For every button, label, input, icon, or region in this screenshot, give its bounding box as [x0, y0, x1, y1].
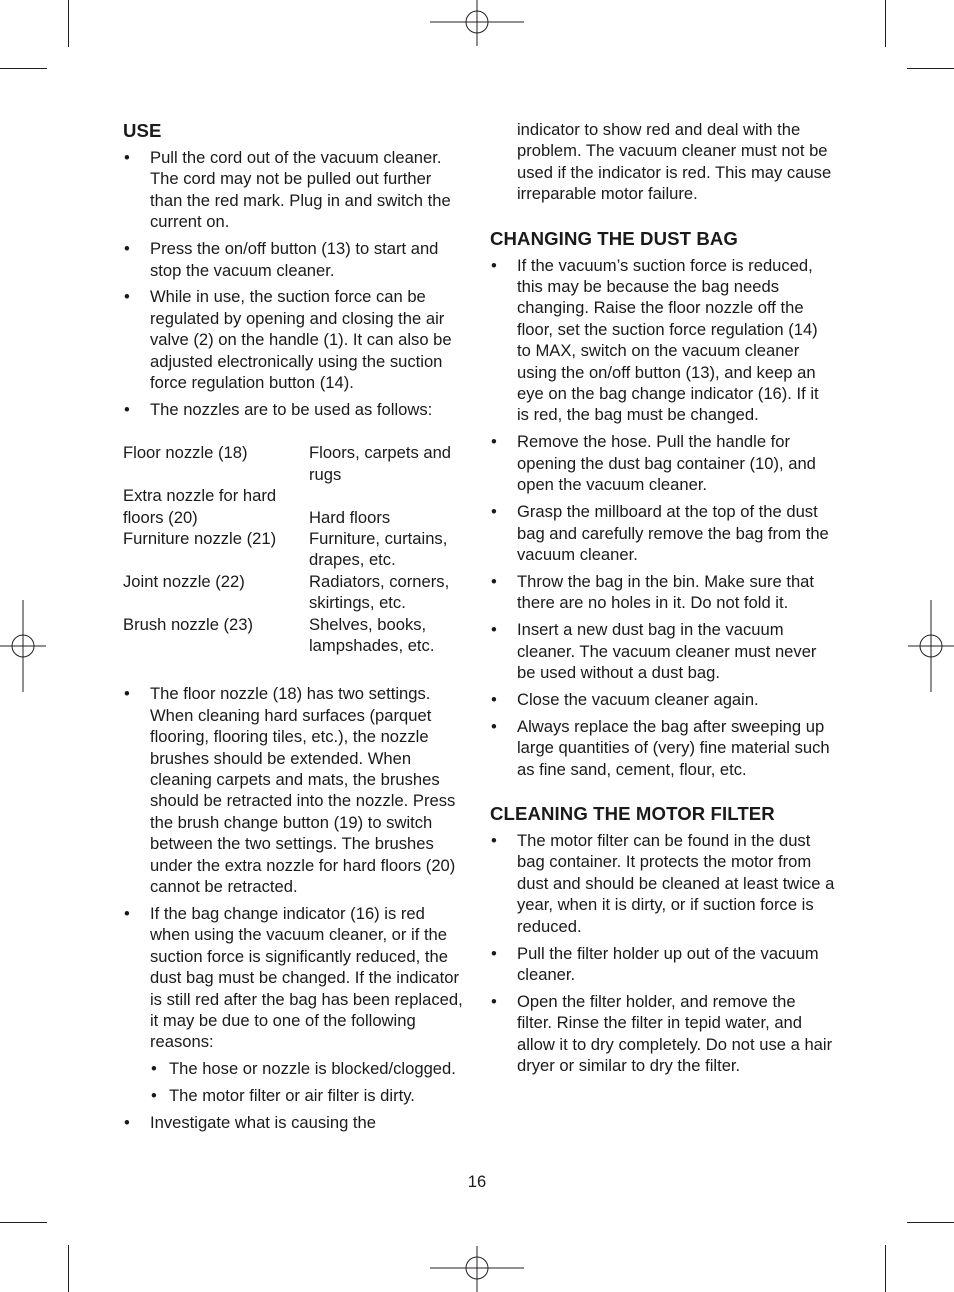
sub-list-item: • The motor filter or air filter is dirty. [150, 1085, 468, 1106]
nozzle-use: Radiators, corners, skirtings, etc. [309, 571, 450, 613]
crop-mark [907, 68, 954, 69]
table-row [123, 571, 468, 614]
list-item: • If the vacuum’s suction force is reduced, this may be because the bag needs changing. Raise the floor nozzle off the floor, set the suction force regulation (14) to MAX, switch on the vacuum cleaner using the on/off button (13), and keep an eye on the bag change indicator (16). If it is red, the bag must be changed. [490, 255, 835, 426]
table-row [123, 614, 468, 657]
list-item: • While in use, the suction force can be regulated by opening and closing the air valve (2) on the handle (1). It can also be adjusted electronically using the suction force regulation button (14). [123, 286, 468, 393]
nozzle-use: Shelves, books, lampshades, etc. [309, 614, 435, 656]
crop-mark [68, 1245, 69, 1292]
list-item: • Investigate what is causing the [123, 1112, 468, 1133]
registration-mark-left [0, 600, 46, 692]
list-item: • Open the filter holder, and remove the filter. Rinse the filter in tepid water, and allow it to dry completely. Do not use a hair dryer or similar to dry the filter. [490, 991, 835, 1077]
list-item: • The nozzles are to be used as follows: [123, 399, 468, 420]
list-item: • Remove the hose. Pull the handle for opening the dust bag container (10), and open the vacuum cleaner. [490, 431, 835, 495]
section-heading-dust-bag: CHANGING THE DUST BAG [490, 227, 738, 249]
list-item: • Press the on/off button (13) to start and stop the vacuum cleaner. [123, 238, 468, 281]
list-item: • Pull the cord out of the vacuum cleaner. The cord may not be pulled out further than the red mark. Plug in and switch the current on. [123, 147, 468, 233]
nozzle-name: Floor nozzle (18) [123, 443, 248, 463]
nozzle-name: Extra nozzle for hard floors (20) [123, 486, 277, 527]
nozzle-name: Brush nozzle (23) [123, 614, 254, 634]
continued-paragraph: indicator to show red and deal with the problem. The vacuum cleaner must not be used if the indicator is red. This may cause irreparable motor failure. [517, 120, 832, 204]
left-column [123, 119, 468, 1139]
nozzle-use: Furniture, curtains, drapes, etc. [309, 529, 448, 570]
nozzle-table [123, 442, 468, 656]
list-item: • Always replace the bag after sweeping up large quantities of (very) fine material such as fine sand, cement, flour, etc. [490, 716, 835, 780]
table-row [123, 485, 468, 528]
crop-mark [68, 0, 69, 47]
table-row [123, 442, 468, 485]
crop-mark [885, 0, 886, 47]
list-item [123, 903, 468, 1107]
list-item-text: If the bag change indicator (16) is red when using the vacuum cleaner, or if the suction force is significantly reduced, the dust bag must be changed. If the indicator is still red after the bag has been replaced, it may be due to one of the following reasons: [150, 904, 463, 1052]
list-item: • Grasp the millboard at the top of the dust bag and carefully remove the bag from the vacuum cleaner. [490, 501, 835, 565]
registration-mark-bottom [430, 1246, 524, 1292]
motor-filter-bullet-list [490, 830, 835, 1076]
registration-mark-top [430, 0, 524, 46]
page-number: 16 [467, 1172, 487, 1191]
crop-mark [0, 1222, 47, 1223]
crop-mark [885, 1245, 886, 1292]
use-bullet-list [123, 147, 468, 420]
list-item: • The floor nozzle (18) has two settings. When cleaning hard surfaces (parquet flooring, flooring tiles, etc.), the nozzle brushes should be extended. When cleaning carpets and mats, the brushes should be retracted into the nozzle. Press the brush change button (19) to switch between the two settings. The brushes under the extra nozzle for hard floors (20) cannot be retracted. [123, 683, 468, 897]
use-bullet-list-continued [123, 683, 468, 1133]
dust-bag-bullet-list [490, 255, 835, 780]
list-item: • Pull the filter holder up out of the vacuum cleaner. [490, 943, 835, 986]
registration-mark-right [908, 600, 954, 692]
section-heading-motor-filter: CLEANING THE MOTOR FILTER [490, 802, 775, 824]
section-heading-use: USE [123, 120, 162, 141]
list-item: • Close the vacuum cleaner again. [490, 689, 835, 710]
nozzle-name: Joint nozzle (22) [123, 571, 245, 591]
list-item: • The motor filter can be found in the dust bag container. It protects the motor from dust and should be cleaned at least twice a year, when it is dirty, or if suction force is reduced. [490, 830, 835, 937]
nozzle-name: Furniture nozzle (21) [123, 529, 277, 548]
list-item: • Throw the bag in the bin. Make sure that there are no holes in it. Do not fold it. [490, 571, 835, 614]
nozzle-use: Hard floors [309, 507, 391, 527]
right-column [490, 119, 835, 1082]
crop-mark [0, 68, 47, 69]
reasons-list [150, 1058, 468, 1106]
table-row [123, 528, 468, 571]
nozzle-use: Floors, carpets and rugs [309, 443, 452, 484]
sub-list-item: • The hose or nozzle is blocked/clogged. [150, 1058, 468, 1079]
list-item: • Insert a new dust bag in the vacuum cleaner. The vacuum cleaner must never be used without a dust bag. [490, 619, 835, 683]
crop-mark [907, 1222, 954, 1223]
